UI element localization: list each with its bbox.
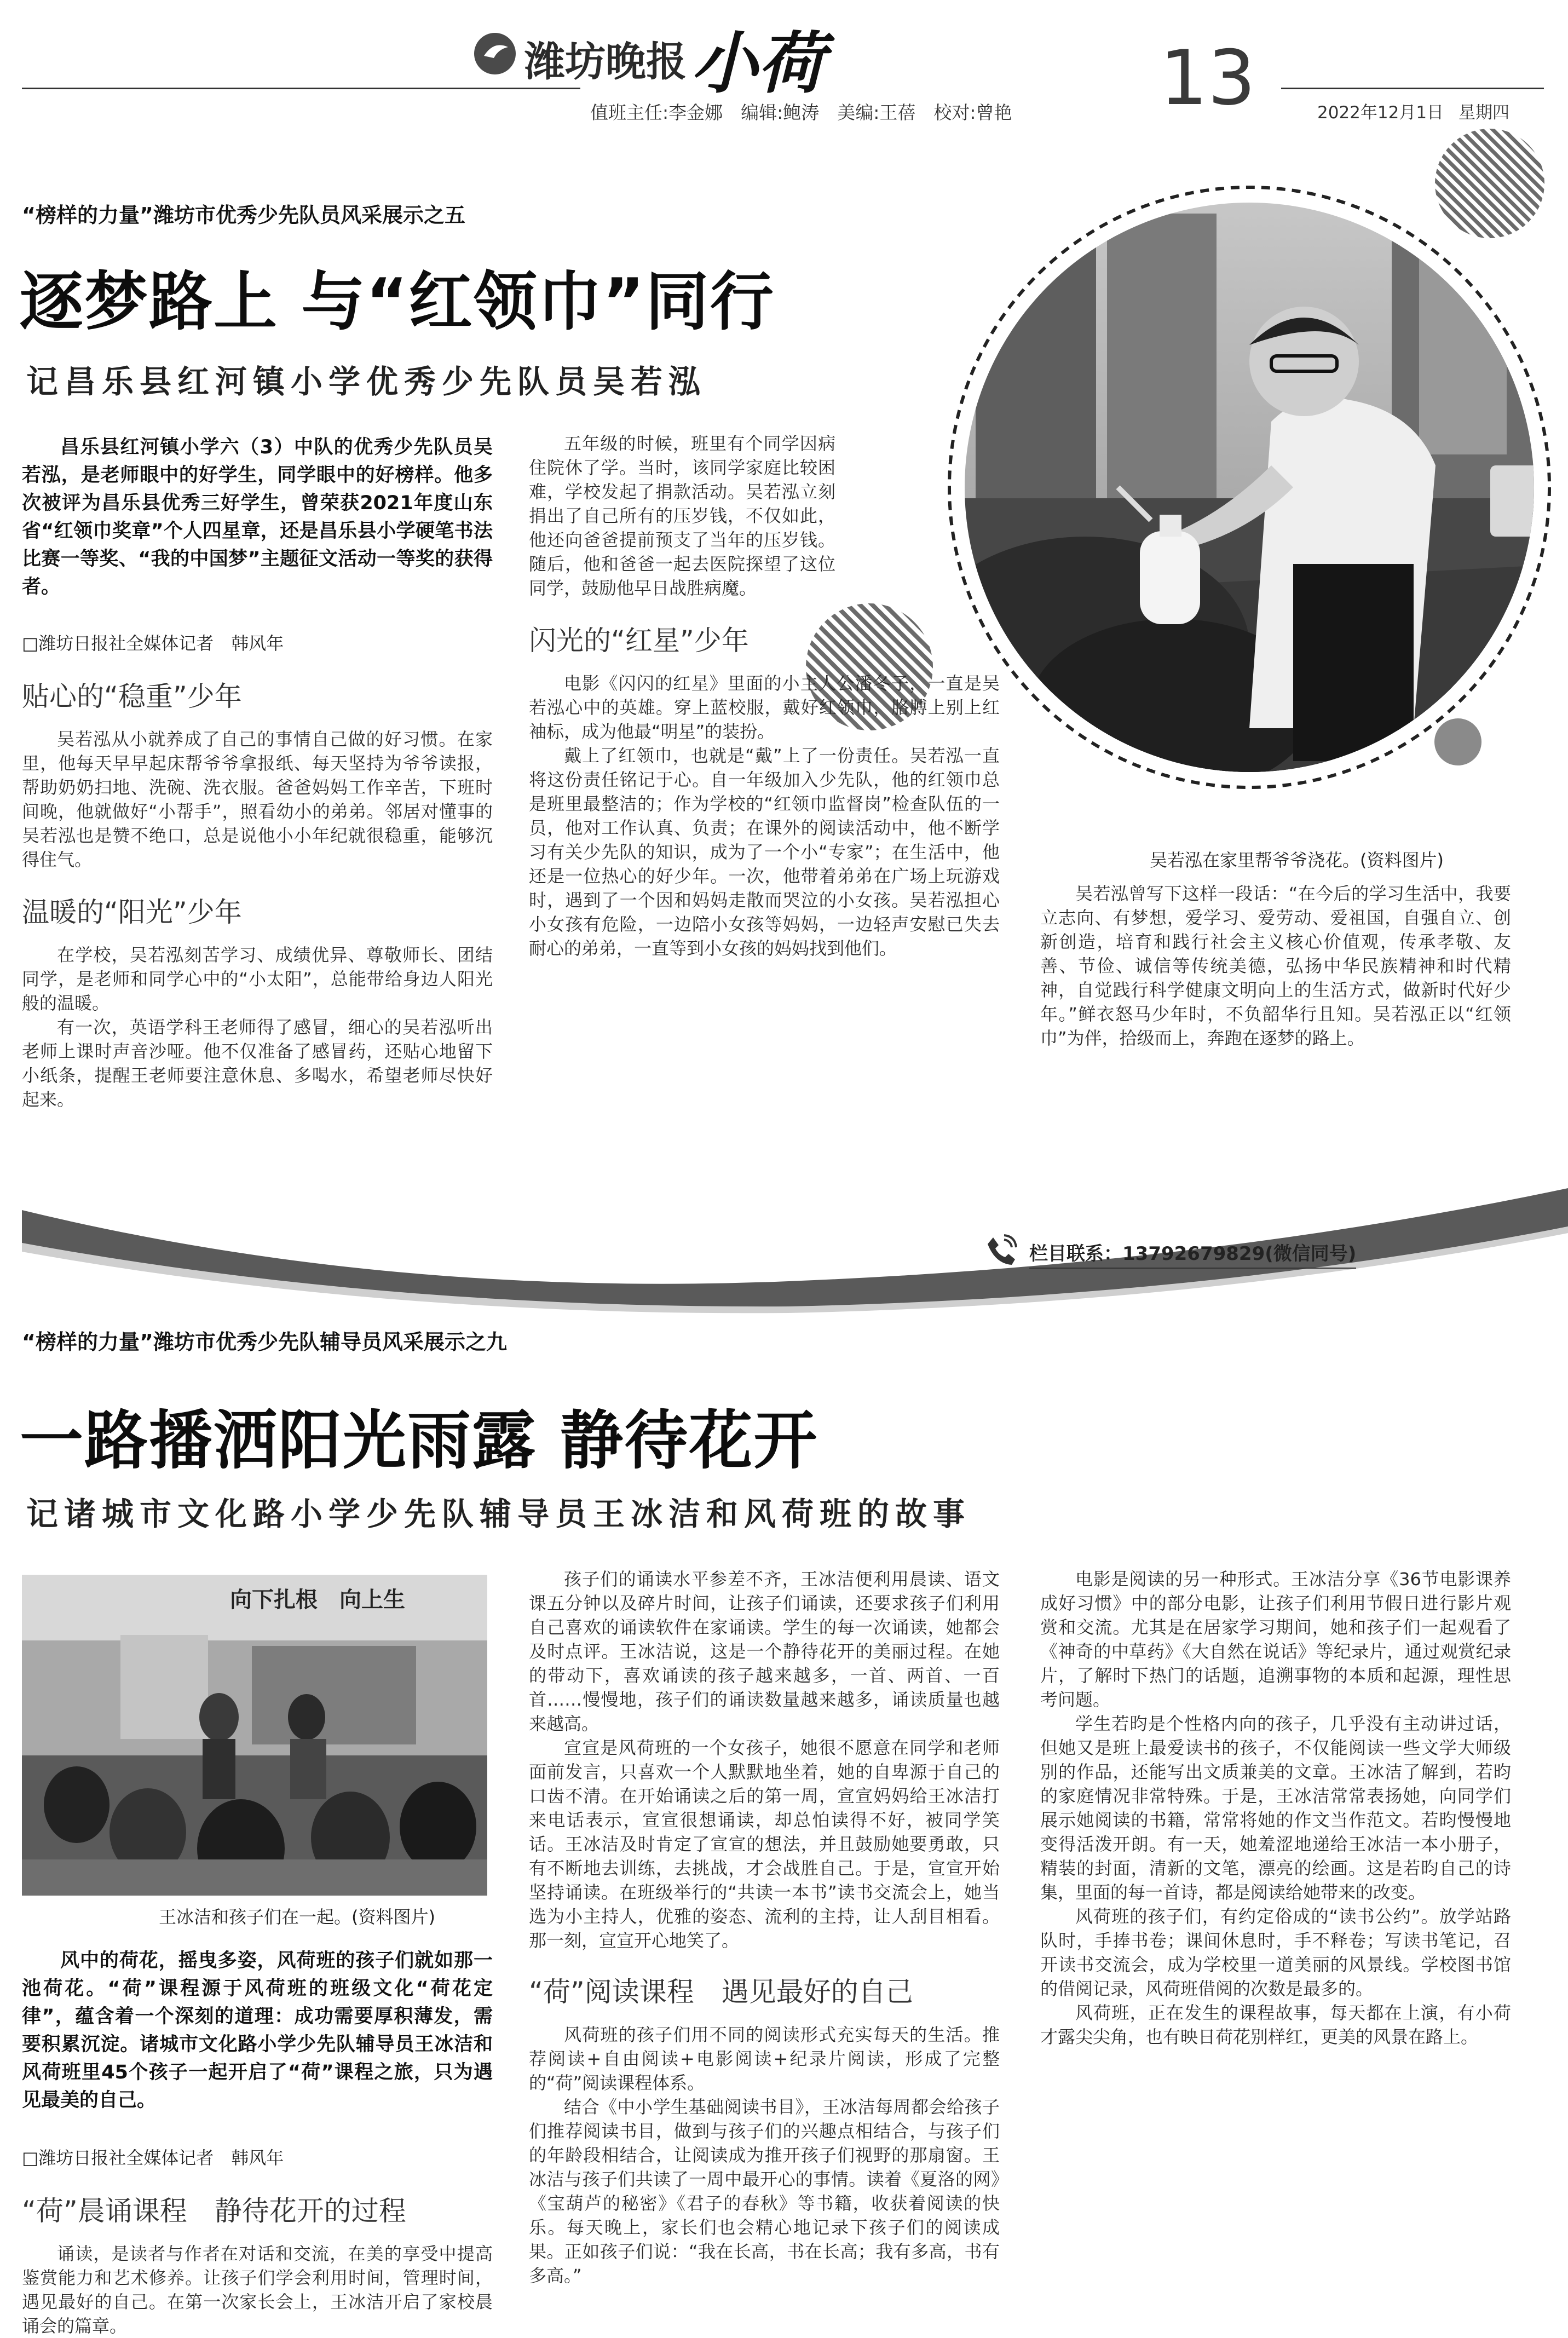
article1-section1-title: 贴心的“稳重”少年 [22, 681, 242, 712]
article1-column-1 [22, 434, 493, 1112]
article2-section2-text-b: 结合《中小学生基础阅读书目》，王冰洁每周都会给孩子们推荐阅读书目，做到与孩子们的兴趣点相结合，与孩子们的年龄段相结合，让阅读成为推开孩子们视野的那扇窗。王冰洁与孩子们共读了一周中最开心的事情。读着《夏洛的网》《宝葫芦的秘密》《君子的春秋》等书籍，收获着阅读的快乐。每天晚上，家长们也会精心地记录下孩子们的阅读成果。正如孩子们说：“我在长高，书在长高；我有多高，书有多高。” [529, 2097, 1000, 2286]
article1-section2-text-c: 五年级的时候，班里有个同学因病住院休了学。当时，该同学家庭比较困难，学校发起了捐款活动。吴若泓立刻捐出了自己所有的压岁钱，不仅如此，他还向爸爸提前预支了当年的压岁钱。随后，他和爸爸一起去医院探望了这位同学，鼓励他早日战胜病魔。 [529, 433, 835, 598]
photo-classroom [22, 1575, 487, 1896]
article1-column-2 [529, 431, 1000, 960]
article1-section2-title: 温暖的“阳光”少年 [22, 896, 242, 928]
page-number: 13 [1160, 34, 1256, 122]
article2-byline: □潍坊日报社全媒体记者 韩风年 [22, 2147, 284, 2168]
paper-name: 潍坊晚报 [524, 38, 687, 85]
paper-logo-icon [472, 31, 518, 77]
masthead [0, 0, 1568, 131]
section-name: 小荷 [691, 24, 825, 102]
issue-weekday: 星期四 [1459, 103, 1509, 123]
article1-photo [943, 181, 1567, 805]
article2-column-3 [1040, 1567, 1511, 2049]
article1-section1-text: 吴若泓从小就养成了自己的事情自己做的好习惯。在家里，他每天早早起床帮爷爷拿报纸、每天坚持为爷爷读报，帮助奶奶扫地、洗碗、洗衣服。爸爸妈妈工作辛苦，下班时间晚，他就做好“小帮手”，照看幼小的弟弟。邻居对懂事的吴若泓也是赞不绝口，总是说他小小年纪就很稳重，能够沉得住气。 [22, 729, 493, 870]
article2-subtitle: 记诸城市文化路小学少先队辅导员王冰洁和风荷班的故事 [26, 1495, 971, 1533]
article1-section3-text-b: 戴上了红领巾，也就是“戴”上了一份责任。吴若泓一直将这份责任铭记于心。自一年级加入少先队，他的红领巾总是班里最整洁的；作为学校的“红领巾监督岗”检查队伍的一员，他对工作认真、负责；在课外的阅读活动中，他不断学习有关少先队的知识，成为了一个小“专家”；在生活中，他还是一位热心的好少年。一次，他带着弟弟在广场上玩游戏时，遇到了一个因和妈妈走散而哭泣的小女孩。吴若泓担心小女孩有危险，一边陪小女孩等妈妈，一边轻声安慰已失去耐心的弟弟，一直等到小女孩的妈妈找到他们。 [529, 745, 1000, 959]
article2-column-1 [22, 1947, 493, 2338]
article1-section3-title: 闪光的“红星”少年 [529, 625, 749, 657]
article2-section2-text-e: 风荷班的孩子们，有约定俗成的“读书公约”。放学站路队时，手捧书卷；课间休息时，手不释卷；写读书笔记，召开读书交流会，成为学校里一道美丽的风景线。学校图书馆的借阅记录，风荷班借阅的次数是最多的。 [1040, 1906, 1511, 1999]
article2-section2-text-f: 风荷班，正在发生的课程故事，每天都在上演，有小荷才露尖尖角，也有映日荷花别样红，更美的风景在路上。 [1040, 2002, 1511, 2047]
article2-column-2 [529, 1567, 1000, 2288]
article2-section1-title: “荷”晨诵课程 静待花开的过程 [22, 2195, 406, 2227]
article1-kicker: “榜样的力量”潍坊市优秀少先队员风采展示之五 [22, 203, 465, 227]
article1-section3-text-c: 吴若泓曾写下这样一段话：“在今后的学习生活中，我要立志向、有梦想，爱学习、爱劳动、爱祖国，自强自立、创新创造，培育和践行社会主义核心价值观，传承孝敬、友善、节俭、诚信等传统美德，弘扬中华民族精神和时代精神，自觉践行科学健康文明向上的生活方式，做新时代好少年。”鲜衣怒马少年时，不负韶华行且知。吴若泓正以“红领巾”为伴，拾级而上，奔跑在逐梦的路上。 [1040, 883, 1511, 1049]
photo-dot-decoration [1434, 718, 1481, 765]
article2-section2-text-d: 学生若昀是个性格内向的孩子，几乎没有主动讲过话，但她又是班上最爱读书的孩子，不仅能阅读一些文学大师级别的作品，还能写出文质兼美的文章。王冰洁了解到，若昀的家庭情况非常特殊。于是，王冰洁常常表扬她，向同学们展示她阅读的书籍，常常将她的作文当作范文。若昀慢慢地变得活泼开朗。有一天，她羞涩地递给王冰洁一本小册子，精装的封面，清新的文笔，漂亮的绘画。这是若昀自己的诗集，里面的每一首诗，都是阅读给她带来的改变。 [1040, 1713, 1511, 1903]
article2-title: 一路播洒阳光雨露 静待花开 [20, 1404, 818, 1478]
article2-section1-text-c: 宣宣是风荷班的一个女孩子，她很不愿意在同学和老师面前发言，只喜欢一个人默默地坐着，她的自卑源于自己的口齿不清。在开始诵读之后的第一周，宣宣妈妈给王冰洁打来电话表示，宣宣很想诵读，却总怕读得不好，被同学笑话。王冰洁及时肯定了宣宣的想法，并且鼓励她要勇敢，只有不断地去训练，去挑战，才会战胜自己。于是，宣宣开始坚持诵读。在班级举行的“共读一本书”读书交流会上，她当选为小主持人，优雅的姿态、流利的主持，让人刮目相看。那一刻，宣宣开心地笑了。 [529, 1737, 1000, 1951]
article2-kicker: “榜样的力量”潍坊市优秀少先队辅导员风采展示之九 [22, 1330, 507, 1354]
photo-boy-watering-plants [943, 181, 1567, 805]
article2-photo [22, 1575, 487, 1896]
article1-photo-caption: 吴若泓在家里帮爷爷浇花。(资料图片) [1150, 850, 1444, 871]
article1-subtitle: 记昌乐县红河镇小学优秀少先队员吴若泓 [26, 363, 707, 400]
article1-title: 逐梦路上 与“红领巾”同行 [20, 265, 775, 339]
column-contact: 栏目联系：13792679829(微信同号) [1029, 1239, 1356, 1269]
article1-lead: 昌乐县红河镇小学六（3）中队的优秀少先队员吴若泓，是老师眼中的好学生，同学眼中的好榜样。他多次被评为昌乐县优秀三好学生，曾荣获2021年度山东省“红领巾奖章”个人四星章，还是昌乐县小学硬笔书法比赛一等奖、“我的中国梦”主题征文活动一等奖的获得者。 [22, 436, 493, 598]
header-rule-left [22, 88, 580, 89]
article1-byline: □潍坊日报社全媒体记者 韩风年 [22, 633, 284, 654]
article1-section2-text-a: 在学校，吴若泓刻苦学习、成绩优异、尊敬师长、团结同学，是老师和同学心中的“小太阳”，总能带给身边人阳光般的温暖。 [22, 945, 493, 1013]
article2-section1-text-b: 孩子们的诵读水平参差不齐，王冰洁便利用晨读、语文课五分钟以及碎片时间，让孩子们诵读，还要求孩子们利用自己喜欢的诵读软件在家诵读。学生的每一次诵读，她都会及时点评。王冰洁说，这是一个静待花开的美丽过程。在她的带动下，喜欢诵读的孩子越来越多，一首、两首、一百首……慢慢地，孩子们的诵读数量越来越多，诵读质量也越来越高。 [529, 1569, 1000, 1734]
photo-banner-text: 向下扎根 向上生 [230, 1587, 405, 1613]
article2-section1-text-a: 诵读，是读者与作者在对话和交流，在美的享受中提高鉴赏能力和艺术修养。让孩子们学会利用时间，管理时间，遇见最好的自己。在第一次家长会上，王冰洁开启了家校晨诵会的篇章。 [22, 2243, 493, 2336]
article2-section2-title: “荷”阅读课程 遇见最好的自己 [529, 1976, 913, 2008]
staff-line: 值班主任:李金娜 编辑:鲍涛 美编:王蓓 校对:曾艳 [590, 102, 1012, 123]
article2-photo-caption: 王冰洁和孩子们在一起。(资料图片) [159, 1907, 435, 1927]
article1-section2-text-b: 有一次，英语学科王老师得了感冒，细心的吴若泓听出老师上课时声音沙哑。他不仅准备了感冒药，还贴心地留下小纸条，提醒王老师要注意休息、多喝水，希望老师尽快好起来。 [22, 1017, 493, 1110]
phone-icon [983, 1233, 1018, 1268]
article2-section2-text-c: 电影是阅读的另一种形式。王冰洁分享《36节电影课养成好习惯》中的部分电影，让孩子们利用节假日进行影片观赏和交流。尤其是在居家学习期间，她和孩子们一起观看了《神奇的中草药》《大自然在说话》等纪录片，通过观赏纪录片，了解时下热门的话题，追溯事物的本质和起源，理性思考问题。 [1040, 1569, 1511, 1710]
header-rule-right [1281, 88, 1544, 89]
article2-lead: 风中的荷花，摇曳多姿，风荷班的孩子们就如那一池荷花。“荷”课程源于风荷班的班级文化“荷花定律”，蕴含着一个深刻的道理：成功需要厚积薄发，需要积累沉淀。诸城市文化路小学少先队辅导员王冰洁和风荷班里45个孩子一起开启了“荷”课程之旅，只为遇见最美的自己。 [22, 1950, 493, 2111]
article2-section2-text-a: 风荷班的孩子们用不同的阅读形式充实每天的生活。推荐阅读+自由阅读+电影阅读+纪录片阅读，形成了完整的“荷”阅读课程体系。 [529, 2024, 1000, 2093]
article1-section3-text-a: 电影《闪闪的红星》里面的小主人公潘冬子，一直是吴若泓心中的英雄。穿上蓝校服，戴好红领巾，胳膊上别上红袖标，成为他最“明星”的装扮。 [529, 673, 1000, 742]
issue-date: 2022年12月1日 [1317, 103, 1444, 123]
article1-column-3 [1040, 882, 1511, 1050]
